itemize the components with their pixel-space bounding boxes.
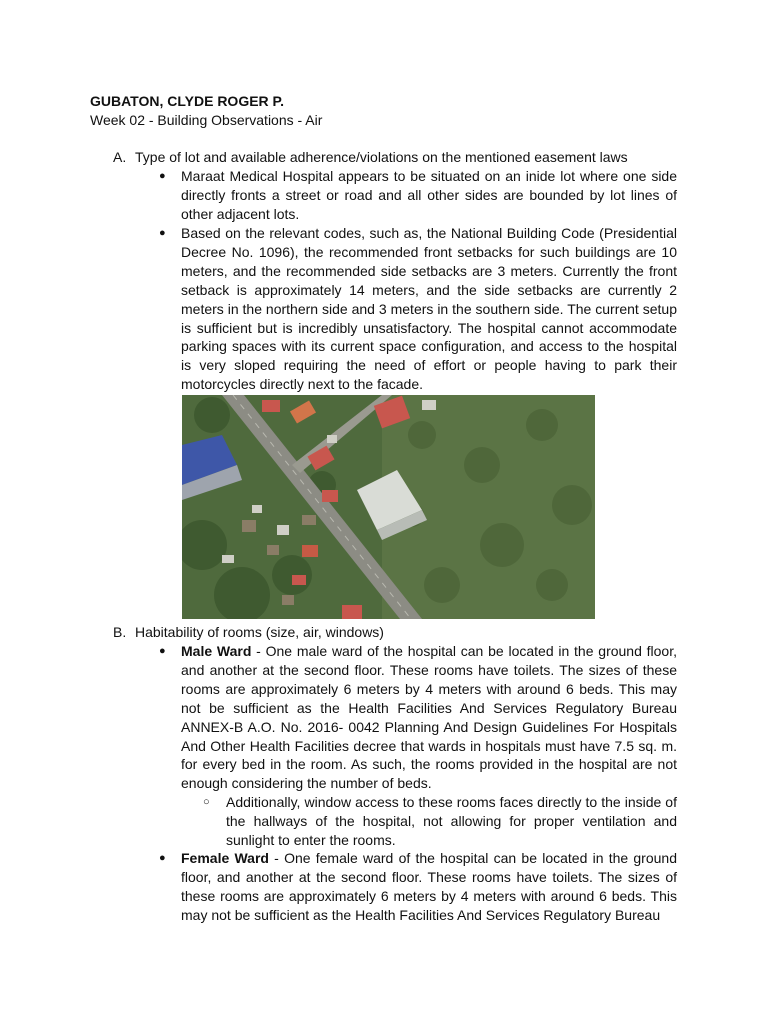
author-name: GUBATON, CLYDE ROGER P. [90, 93, 284, 109]
window-access-paragraph: Additionally, window access to these rooms faces directly to the inside of the hallways of the hospital, not allowing for proper ventilation and sunlight to enter the rooms. [226, 794, 677, 848]
sub-bullet-icon: ○ [203, 796, 210, 808]
bullet-icon: ● [159, 852, 166, 864]
bullet-icon: ● [159, 645, 166, 657]
female-ward-paragraph [181, 849, 677, 925]
aerial-satellite-image [182, 395, 595, 619]
section-title: Type of lot and available adherence/violations on the mentioned easement laws [135, 149, 628, 165]
bullet-icon: ● [159, 170, 166, 182]
section-letter: A. [113, 149, 127, 165]
section-letter: B. [113, 624, 127, 640]
male-ward-label: Male Ward [181, 643, 252, 659]
setback-paragraph: Based on the relevant codes, such as, the National Building Code (Presidential Decree No. 1096), the recommended front setbacks for such buildings are 10 meters, and the recommended side setbacks are 3 meters. Currently the front setback is approximately 14 meters, and the side setbacks are currently 2 meters in the northern side and 3 meters in the southern side. The current setup is sufficient but is incredibly unsatisfactory. The hospital cannot accommodate parking spaces with its current space configuration, and access to the hospital is very sloped requiring the need of effort or people having to park their motorcycles directly next to the facade. [181, 225, 677, 393]
bullet-icon: ● [159, 227, 166, 239]
female-ward-label: Female Ward [181, 850, 269, 866]
document-subtitle: Week 02 - Building Observations - Air [90, 112, 323, 128]
lot-description-paragraph: Maraat Medical Hospital appears to be situated on an inide lot where one side directly fronts a street or road and all other sides are bounded by lot lines of other adjacent lots. [181, 168, 677, 222]
section-title: Habitability of rooms (size, air, windows) [135, 624, 384, 640]
male-ward-text: - One male ward of the hospital can be located in the ground floor, and another at the second floor. These rooms have toilets. The sizes of these rooms are approximately 6 meters by 4 meters with around 6 beds. This may not be sufficient as the Health Facilities And Services Regulatory Bureau ANNEX-B A.O. No. 2016- 0042 Planning And Design Guidelines For Hospitals And Other Health Facilities decree that wards in hospitals must have 7.5 sq. m. for every bed in the room. As such, the rooms provided in the hospital are not enough considering the number of beds. [181, 643, 677, 792]
male-ward-paragraph [181, 642, 677, 793]
female-ward-text: - One female ward of the hospital can be located in the ground floor, and another at the second floor. These rooms have toilets. The sizes of these rooms are approximately 6 meters by 4 meters with around 6 beds. This may not be sufficient as the Health Facilities And Services Regulatory Bureau [181, 850, 677, 923]
